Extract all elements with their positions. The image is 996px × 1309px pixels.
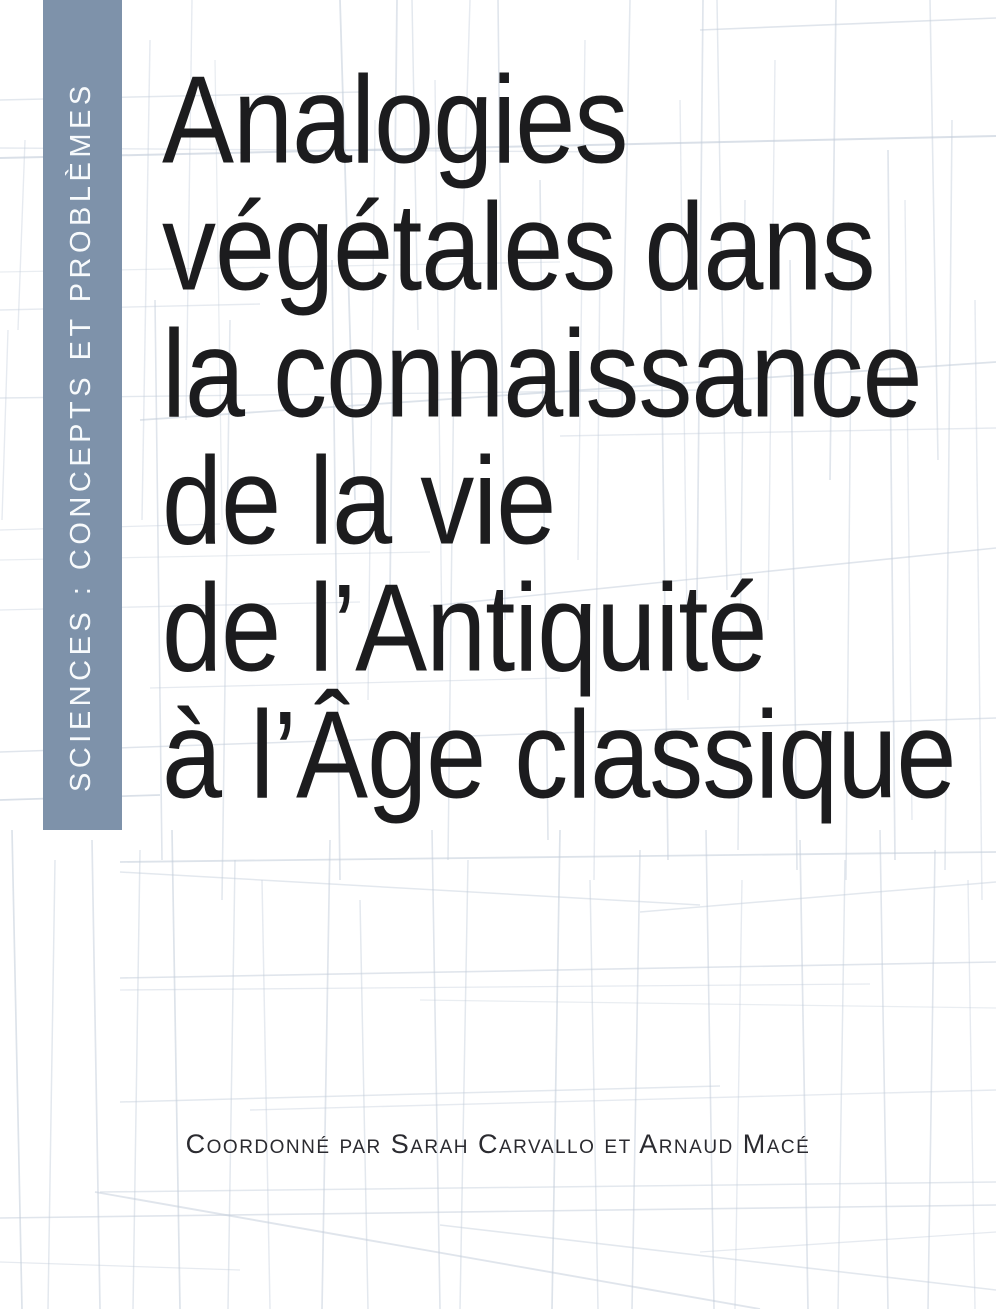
- title-line-1: Analogies: [162, 49, 628, 189]
- book-title: [162, 49, 956, 825]
- author-credit: Coordonné par Sarah Carvallo et Arnaud Macé: [185, 1129, 811, 1159]
- title-line-2: végétales dans: [162, 176, 875, 316]
- title-line-4: de la vie: [162, 430, 556, 570]
- title-line-5: de l’Antiquité: [162, 557, 767, 698]
- title-line-6: à l’Âge classique: [162, 684, 956, 825]
- series-band-label: SCIENCES : CONCEPTS ET PROBLÈMES: [65, 81, 97, 792]
- series-band: [43, 0, 122, 830]
- title-line-3: la connaissance: [162, 303, 922, 443]
